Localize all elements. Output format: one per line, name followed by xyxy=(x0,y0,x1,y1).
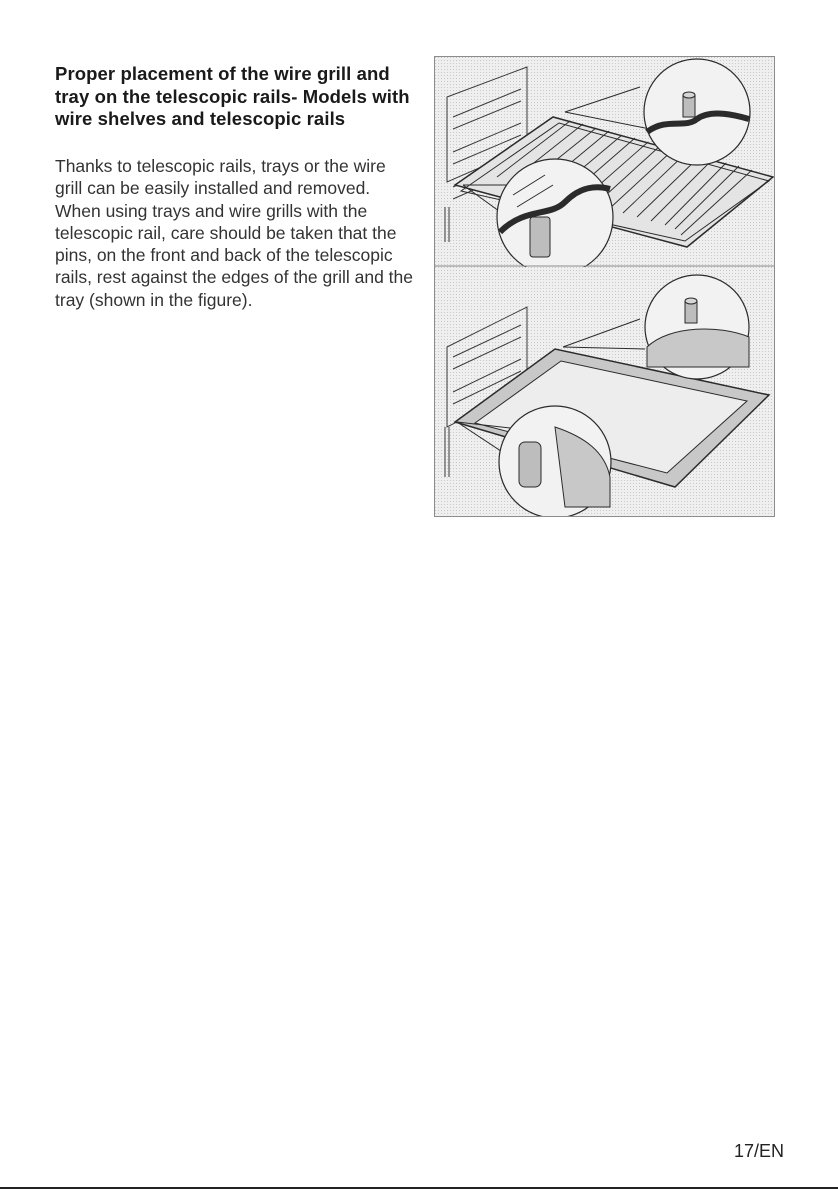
tray-pin-detail-rear xyxy=(645,275,749,379)
wire-grill-panel xyxy=(435,57,774,275)
grill-pin-detail-rear xyxy=(644,59,750,165)
section-heading: Proper placement of the wire grill and tray on the telescopic rails- Models with wire shelves and telescopic rails xyxy=(55,63,410,129)
page-number: 17/EN xyxy=(733,1141,784,1161)
grill-pin-detail-front xyxy=(497,159,613,275)
rail-placement-figure xyxy=(434,56,775,517)
footer-rule xyxy=(0,1187,838,1189)
tray-pin-detail-front xyxy=(499,406,611,516)
section-body-text: Thanks to telescopic rails, trays or the wire grill can be easily installed and removed. When using trays and wire grills with the telescopic rail, care should be taken that the pins, on the front and back of the telescopic rails, rest against the edges of the grill and the tray (shown in the figure). xyxy=(55,156,413,310)
tray-panel xyxy=(435,267,774,516)
